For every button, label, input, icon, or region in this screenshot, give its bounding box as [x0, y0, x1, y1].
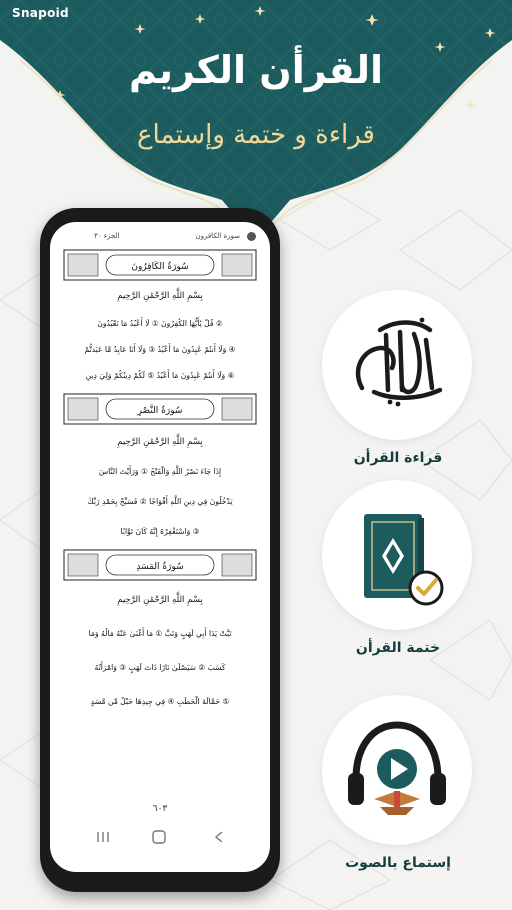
- verse-line: تَبَّتْ يَدَا أَبِي لَهَبٍ وَتَبَّ ① مَا أَغْنَىٰ عَنْهُ مَالُهُ وَمَا: [88, 629, 232, 638]
- watermark: Snapoid: [12, 6, 69, 20]
- surah-name: سُورَةُ الكَافِرُونَ: [131, 262, 189, 272]
- verse-line: قُلْ يَٰأَيُّهَا الكَٰفِرُونَ ① لَا أَعْبُدُ مَا تَعْبُدُونَ ②: [97, 319, 223, 328]
- surah-name: سُورَةُ المَسَدِ: [136, 562, 184, 572]
- page-number: ٦٠٣: [152, 804, 168, 814]
- feature-label: ختمة القرأن: [355, 640, 441, 656]
- page-subtitle: قراءة و ختمة وإستماع: [137, 120, 375, 150]
- verse-line: حَمَّالَةَ الْحَطَبِ ④ فِي جِيدِهَا حَبْلٌ مِّن مَّسَدٍ ⑤: [90, 697, 230, 706]
- verse-line: كَسَبَ ② سَيَصْلَىٰ نَارًا ذَاتَ لَهَبٍ ③ وَامْرَأَتُهُ: [94, 663, 226, 672]
- verse-line: يَدْخُلُونَ فِي دِينِ اللَّهِ أَفْوَاجًا ② فَسَبِّحْ بِحَمْدِ رَبِّكَ: [87, 497, 233, 506]
- current-surah-label: سورة الكافرون: [195, 232, 240, 240]
- quran-book-check-icon: [322, 480, 472, 630]
- feature-circle: [322, 290, 472, 440]
- phone-mockup: [40, 208, 280, 892]
- juz-label: الجزء ٣٠: [94, 232, 120, 240]
- feature-listen[interactable]: [306, 695, 490, 895]
- menu-dot-icon[interactable]: [247, 232, 256, 241]
- feature-label: إستماع بالصوت: [345, 855, 451, 871]
- quran-calligraphy-icon: [322, 290, 472, 440]
- feature-khatma[interactable]: [306, 480, 490, 680]
- surah-name: سُورَةُ النَّصْرِ: [137, 406, 183, 416]
- basmala: بِسْمِ اللَّهِ الرَّحْمَٰنِ الرَّحِيمِ: [117, 595, 203, 605]
- verse-line: إِذَا جَاءَ نَصْرُ اللَّهِ وَالْفَتْحُ ① وَرَأَيْتَ النَّاسَ: [98, 467, 222, 476]
- phone-screen: [50, 222, 270, 872]
- page-title: القرأن الكريم: [128, 48, 384, 92]
- feature-reading[interactable]: [306, 290, 490, 490]
- mushaf-status-row: [64, 232, 256, 246]
- verse-line: وَلَا أَنتُمْ عَٰبِدُونَ مَا أَعْبُدُ ③ وَلَا أَنَا عَابِدٌ مَّا عَبَدتُّمْ ④: [84, 345, 236, 354]
- headphones-play-icon: [322, 695, 472, 845]
- verse-line: وَلَا أَنتُمْ عَٰبِدُونَ مَا أَعْبُدُ ⑤ لَكُمْ دِينُكُمْ وَلِيَ دِينِ ⑥: [85, 371, 235, 380]
- mushaf-page[interactable]: [62, 246, 258, 806]
- feature-circle: [322, 480, 472, 630]
- home-icon[interactable]: [153, 831, 165, 843]
- recent-apps-icon[interactable]: [98, 832, 108, 842]
- basmala: بِسْمِ اللَّهِ الرَّحْمَٰنِ الرَّحِيمِ: [117, 291, 203, 301]
- feature-circle: [322, 695, 472, 845]
- basmala: بِسْمِ اللَّهِ الرَّحْمَٰنِ الرَّحِيمِ: [117, 437, 203, 447]
- feature-label: قراءة القرأن: [353, 450, 443, 466]
- back-icon[interactable]: [216, 832, 222, 842]
- android-nav-bar: [50, 822, 270, 852]
- verse-line: وَاسْتَغْفِرْهُ إِنَّهُ كَانَ تَوَّابًا ③: [120, 527, 200, 536]
